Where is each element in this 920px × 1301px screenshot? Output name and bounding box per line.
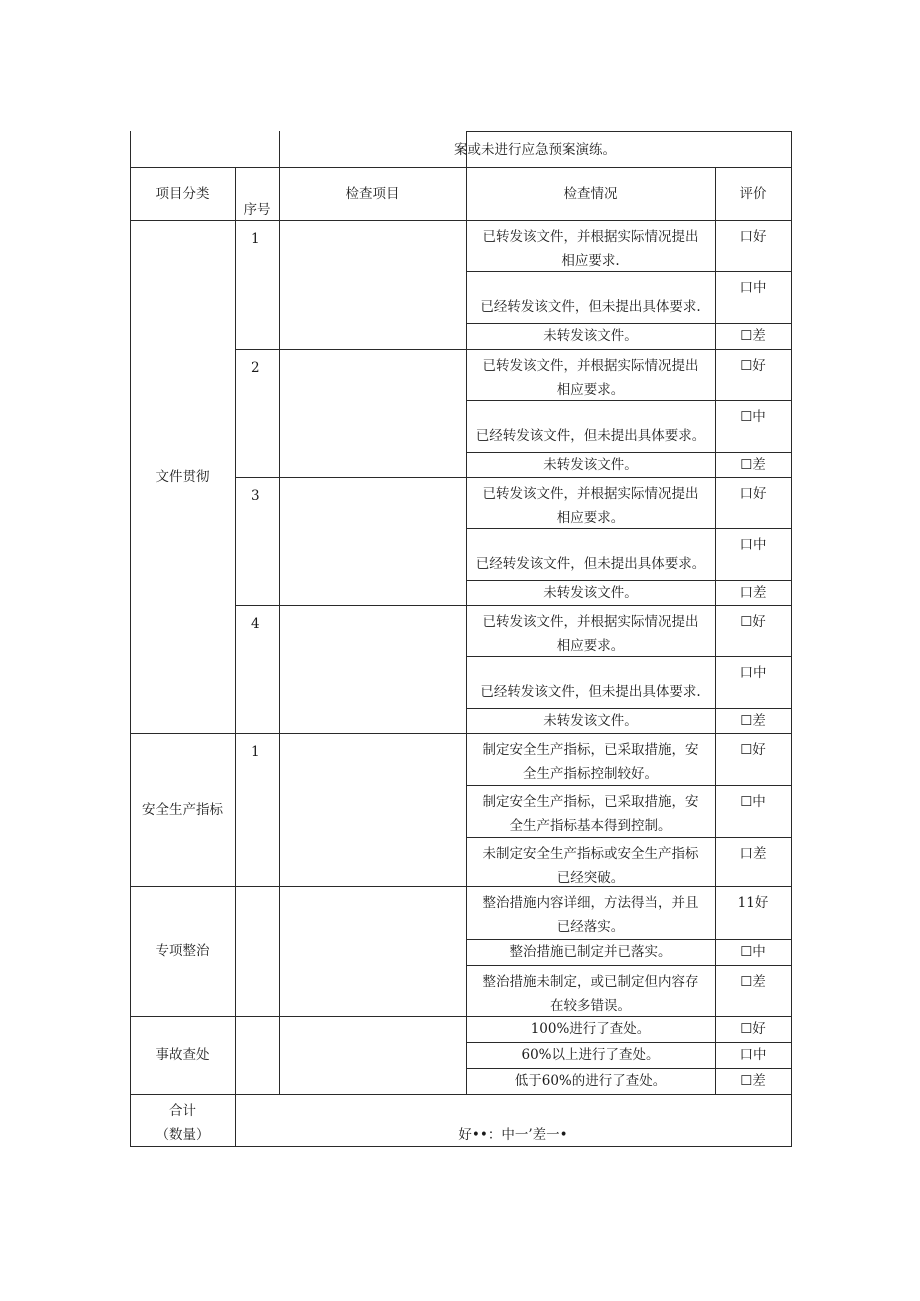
check-status-text: 已经转发该文件，但未提出具体要求.	[480, 299, 701, 315]
check-status-text: 整治措施内容详细，方法得当，并且	[482, 895, 699, 911]
total-label-unit: （数量）	[155, 1127, 210, 1143]
rating-checkbox: ☐好	[740, 614, 766, 630]
check-status-text: 相应要求。	[556, 510, 625, 526]
column-header-seq: 序号	[243, 202, 271, 218]
row-bottom-border	[466, 733, 792, 734]
check-status-text: 在较多错误。	[550, 998, 631, 1014]
rating-checkbox: ☐中	[740, 794, 766, 810]
divider-seq	[235, 733, 236, 886]
row-bottom-border	[466, 1094, 792, 1095]
check-status-text: 60%以上进行了查处。	[521, 1047, 660, 1063]
group-bottom-border	[235, 1094, 467, 1095]
right-border	[791, 131, 792, 167]
rating-checkbox: 口中	[739, 665, 767, 681]
check-status-text: 全生产指标基本得到控制。	[509, 818, 672, 834]
group-bottom-border	[235, 1016, 467, 1017]
column-header-category: 项目分类	[155, 186, 210, 202]
check-status-text: 相应要求。	[556, 382, 625, 398]
divider-item	[279, 733, 280, 886]
row-bottom-border	[466, 477, 792, 478]
check-status-text: 整治措施已制定并已落实。	[509, 944, 672, 960]
check-status-text: 整治措施未制定，或已制定但内容存	[482, 974, 699, 990]
total-value: 好••：中一’差一•	[458, 1127, 568, 1143]
category-label: 安全生产指标	[142, 801, 223, 818]
row-bottom-border	[466, 349, 792, 350]
group-bottom-border	[235, 605, 467, 606]
rating-checkbox: ☐差	[740, 328, 766, 344]
rating-checkbox: ☐差	[740, 1073, 766, 1089]
divider-item	[279, 1016, 280, 1094]
rating-checkbox: ☐中	[740, 409, 766, 425]
seq-number: 4	[251, 616, 260, 632]
check-status-text: 未转发该文件。	[543, 328, 638, 344]
right-border	[791, 733, 792, 886]
row-bottom-border	[466, 605, 792, 606]
header-divider-5	[791, 167, 792, 220]
category-label: 文件贯彻	[155, 468, 210, 485]
rating-checkbox: ☐中	[740, 944, 766, 960]
column-header-item: 检查项目	[345, 186, 400, 202]
check-status-text: 全生产指标控制较好。	[523, 766, 658, 782]
rating-checkbox: ☐差	[740, 974, 766, 990]
check-status-text: 已转发该文件，并根据实际情况提出	[482, 229, 699, 245]
category-label: 专项整治	[155, 943, 210, 959]
check-status-text: 未转发该文件。	[543, 584, 638, 601]
group-bottom-border	[235, 733, 467, 734]
rating-checkbox: 口差	[739, 584, 767, 601]
check-status-text: 未转发该文件。	[543, 712, 638, 729]
seq-number: 3	[251, 488, 260, 504]
check-status-text: 已经转发该文件，但未提出具体要求。	[475, 556, 706, 572]
check-status-text: 低于60%的进行了查处。	[514, 1073, 667, 1089]
rating-checkbox: 口差	[739, 846, 767, 862]
check-status-text: 已转发该文件，并根据实际情况提出	[482, 358, 699, 374]
divider-seq	[235, 1016, 236, 1094]
divider-item	[279, 886, 280, 1016]
column-header-rating: 评价	[739, 186, 767, 202]
check-status-text: 相应要求.	[561, 253, 620, 269]
seq-number: 1	[251, 744, 260, 760]
rating-checkbox: 口中	[739, 280, 767, 296]
seq-number: 1	[251, 231, 260, 247]
left-border	[130, 131, 131, 167]
rating-checkbox: 口中	[739, 537, 767, 553]
rating-checkbox: 口好	[739, 229, 767, 245]
check-status-text: 制定安全生产指标，已采取措施，安	[482, 742, 699, 758]
header-bottom-border	[130, 220, 792, 221]
carry-top-border	[466, 131, 792, 132]
check-status-text: 已经转发该文件，但未提出具体要求。	[475, 428, 706, 444]
check-status-text: 已经转发该文件，但未提出具体要求.	[480, 684, 701, 700]
check-status-text: 未制定安全生产指标或安全生产指标	[482, 846, 699, 862]
total-label: 合计	[169, 1103, 196, 1119]
right-border	[791, 886, 792, 1016]
group-bottom-border	[235, 477, 467, 478]
rating-checkbox: ☐好	[740, 358, 766, 374]
check-status-text: 已经落实。	[556, 919, 625, 935]
divider-seq	[235, 886, 236, 1016]
check-status-text: 100%进行了查处。	[530, 1021, 651, 1037]
column-header-status: 检查情况	[563, 186, 618, 202]
right-border	[791, 1016, 792, 1094]
rating-checkbox: ☐差	[740, 712, 766, 729]
check-status-text: 已转发该文件，并根据实际情况提出	[482, 614, 699, 630]
row-bottom-border	[466, 965, 792, 966]
rating-checkbox: 口中	[739, 1047, 767, 1063]
carryover-check-text: 案或未进行应急预案演练。	[454, 142, 616, 158]
group-bottom-border	[235, 886, 467, 887]
rating-checkbox: ☐差	[740, 456, 766, 473]
category-label: 事故查处	[155, 1047, 210, 1063]
rating-checkbox: 11好	[737, 895, 769, 911]
check-status-text: 已转发该文件，并根据实际情况提出	[482, 486, 699, 502]
right-border	[791, 1094, 792, 1146]
check-status-text: 相应要求。	[556, 638, 625, 654]
rating-checkbox: ☐好	[740, 742, 766, 758]
check-status-text: 制定安全生产指标，已采取措施，安	[482, 794, 699, 810]
rating-checkbox: 口好	[739, 486, 767, 502]
group-bottom-border	[235, 349, 467, 350]
rating-checkbox: ☐好	[740, 1021, 766, 1037]
check-status-text: 未转发该文件。	[543, 456, 638, 473]
seq-number: 2	[251, 360, 260, 376]
header-top-border	[130, 167, 792, 168]
check-status-text: 已经突破。	[556, 870, 625, 886]
